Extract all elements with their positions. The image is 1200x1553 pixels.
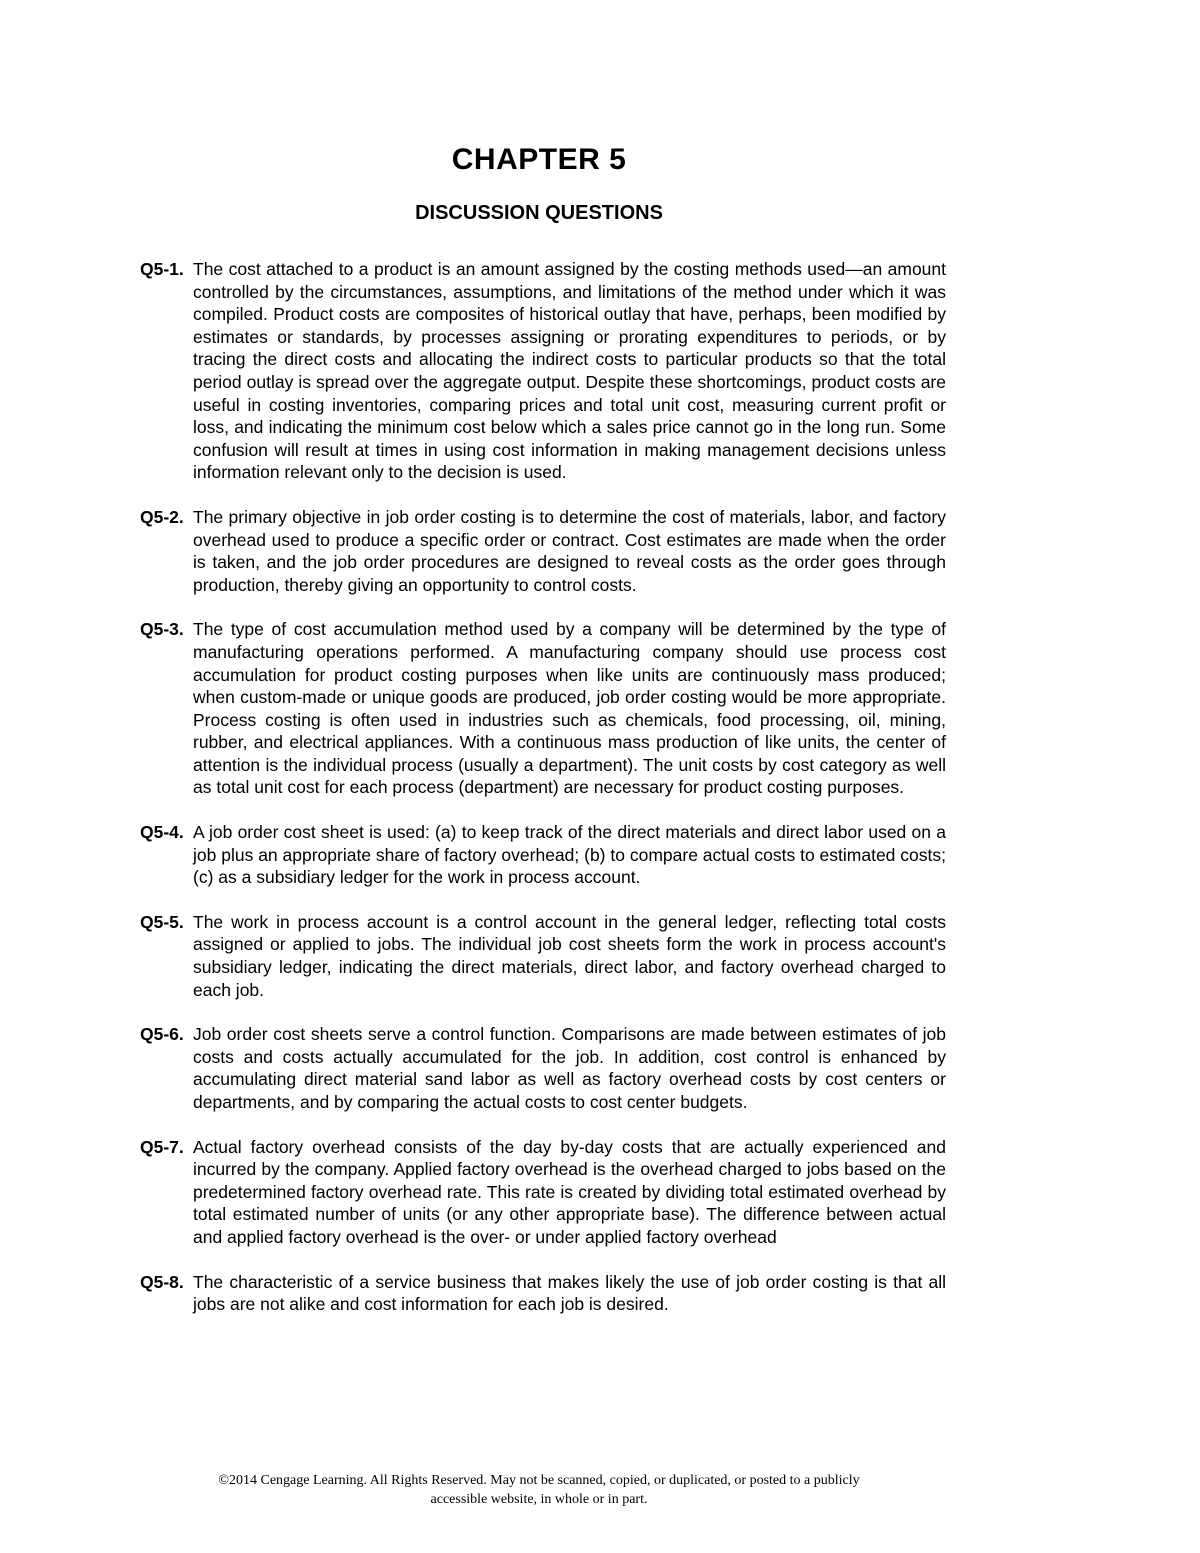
question-text: Job order cost sheets serve a control function. Comparisons are made between estimates of job costs and costs actually accumulated for the job. In addition, cost control is enhanced by accumulating direct material sand labor as well as factory overhead costs by cost centers or departments, and by comparing the actual costs to cost center budgets. [193,1024,946,1112]
question-q5-1 [140,258,946,484]
question-text: A job order cost sheet is used: (a) to keep track of the direct materials and direct labor used on a job plus an appropriate share of factory overhead; (b) to compare actual costs to estimated costs; (c) as a subsidiary ledger for the work in process account. [193,822,946,888]
question-text: The characteristic of a service business that makes likely the use of job order costing is that all jobs are not alike and cost information for each job is desired. [193,1271,946,1315]
question-label: Q5-8. [140,1271,184,1292]
question-q5-8 [140,1271,946,1316]
question-q5-3 [140,618,946,799]
question-q5-5 [140,911,946,1001]
question-label: Q5-4. [140,822,184,843]
copyright-line-2: accessible website, in whole or in part. [430,1492,648,1507]
question-q5-2 [140,506,946,596]
question-text: Actual factory overhead consists of the day by-day costs that are actually experienced and incurred by the company. Applied factory overhead is the overhead charged to jobs based on the predetermined factory overhead rate. This rate is created by dividing total estimated overhead by total estimated number of units (or any other appropriate base). The difference between actual and applied factory overhead is the over- or under applied factory overhead [193,1136,946,1247]
section-title: DISCUSSION QUESTIONS [415,202,663,224]
question-text: The work in process account is a control account in the general ledger, reflecting total costs assigned or applied to jobs. The individual job cost sheets form the work in process account's subsidiary ledger, indicating the direct materials, direct labor, and factory overhead charged to each job. [193,911,946,1000]
question-text: The primary objective in job order costing is to determine the cost of materials, labor, and factory overhead used to produce a specific order or contract. Cost estimates are made when the order is taken, and the job order procedures are designed to reveal costs as the order goes through production, thereby giving an opportunity to control costs. [193,506,946,595]
copyright-line-1: ©2014 Cengage Learning. All Rights Reserved. May not be scanned, copied, or duplicated, or posted to a publicly [218,1473,860,1488]
question-text: The cost attached to a product is an amount assigned by the costing methods used—an amount controlled by the circumstances, assumptions, and limitations of the method under which it was compiled. Product costs are composites of historical outlay that have, perhaps, been modified by estimates or standards, by processes assigning or prorating expenditures to periods, or by tracing the direct costs and allocating the indirect costs to particular products so that the total period outlay is spread over the aggregate output. Despite these shortcomings, product costs are useful in costing inventories, comparing prices and total unit cost, measuring current profit or loss, and indicating the minimum cost below which a sales price cannot go in the long run. Some confusion will result at times in using cost information in making management decisions unless information relevant only to the decision is used. [193,259,946,483]
question-q5-7 [140,1136,946,1249]
question-label: Q5-3. [140,619,184,640]
question-label: Q5-1. [140,259,184,279]
question-label: Q5-7. [140,1136,184,1157]
copyright-footer [0,1471,1078,1509]
question-text: The type of cost accumulation method used by a company will be determined by the type of manufacturing operations performed. A manufacturing company should use process cost accumulation for product costing purposes when like units are continuously mass produced; when custom-made or unique goods are produced, job order costing would be more appropriate. Process costing is often used in industries such as chemicals, food processing, oil, mining, rubber, and electrical appliances. With a continuous mass production of like units, the center of attention is the individual process (usually a department). The unit costs by cost category as well as total unit cost for each process (department) are necessary for product costing purposes. [193,619,946,798]
question-label: Q5-6. [140,1024,184,1045]
question-q5-4 [140,821,946,889]
question-list [140,258,946,1338]
question-label: Q5-5. [140,911,184,932]
question-label: Q5-2. [140,506,184,527]
question-q5-6 [140,1023,946,1113]
chapter-title: CHAPTER 5 [451,143,627,176]
